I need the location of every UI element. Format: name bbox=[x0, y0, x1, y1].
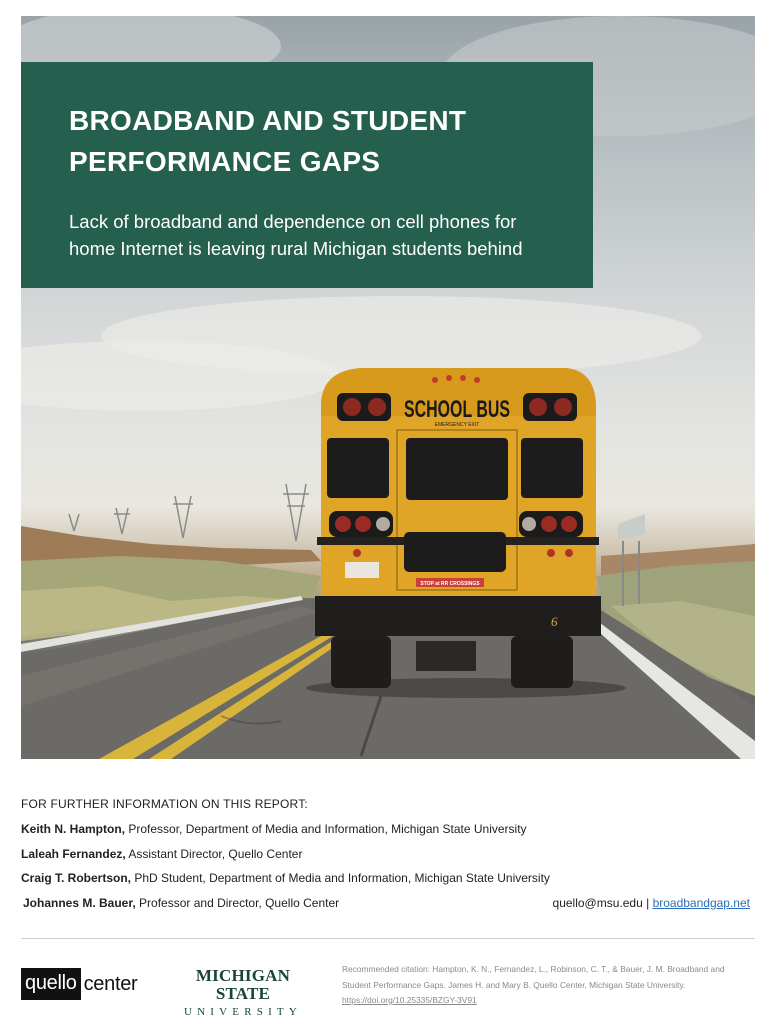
bus-number-text: 6 bbox=[551, 614, 558, 629]
quello-center-logo bbox=[21, 969, 137, 999]
contact-row bbox=[23, 896, 339, 910]
footer-divider bbox=[21, 938, 755, 939]
report-subtitle: Lack of broadband and dependence on cell phones for home Internet is leaving rural Michigan students behind bbox=[69, 211, 523, 259]
msu-logo bbox=[173, 967, 313, 1019]
contact-role: PhD Student, Department of Media and Information, Michigan State University bbox=[134, 871, 550, 885]
contact-name: Johannes M. Bauer, bbox=[23, 896, 136, 910]
bus-sub-sign-text: EMERGENCY EXIT bbox=[434, 422, 480, 428]
contact-row bbox=[21, 871, 550, 885]
link-separator: | bbox=[646, 896, 650, 910]
bus-sticker-text: STOP at RR CROSSINGS bbox=[420, 581, 480, 587]
contact-role: Professor, Department of Media and Information, Michigan State University bbox=[128, 822, 527, 836]
citation-doi-link[interactable]: https://doi.org/10.25335/BZGY-3V91 bbox=[342, 995, 477, 1005]
contact-role: Professor and Director, Quello Center bbox=[139, 896, 340, 910]
quello-logo-box: quello bbox=[21, 968, 81, 1000]
contact-row bbox=[21, 822, 527, 836]
citation-line: Recommended citation: Hampton, K. N., Fernandez, L., Robinson, C. T., & Bauer, J. M. Broadband and bbox=[342, 964, 725, 974]
quello-logo-text: center bbox=[83, 972, 138, 995]
bus-sign-text: SCHOOL BUS bbox=[404, 396, 510, 423]
contact-row bbox=[21, 847, 302, 861]
contact-links bbox=[553, 896, 750, 910]
msu-logo-bottom: UNIVERSITY bbox=[184, 1006, 302, 1018]
report-title: BROADBAND AND STUDENT PERFORMANCE GAPS bbox=[69, 105, 467, 177]
citation-line: Student Performance Gaps. James H. and Mary B. Quello Center, Michigan State University. bbox=[342, 979, 686, 990]
email-text[interactable]: quello@msu.edu bbox=[552, 896, 643, 910]
title-panel bbox=[21, 62, 593, 288]
contact-name: Craig T. Robertson, bbox=[21, 871, 132, 885]
power-tower-icons bbox=[69, 484, 309, 541]
contact-role: Assistant Director, Quello Center bbox=[128, 847, 303, 861]
citation bbox=[342, 962, 752, 1009]
msu-logo-top: MICHIGAN STATE bbox=[195, 966, 291, 1003]
contact-name: Keith N. Hampton, bbox=[21, 822, 125, 836]
contact-name: Laleah Fernandez, bbox=[21, 847, 126, 861]
website-link[interactable]: broadbandgap.net bbox=[652, 896, 750, 910]
info-heading: FOR FURTHER INFORMATION ON THIS REPORT: bbox=[21, 797, 308, 811]
